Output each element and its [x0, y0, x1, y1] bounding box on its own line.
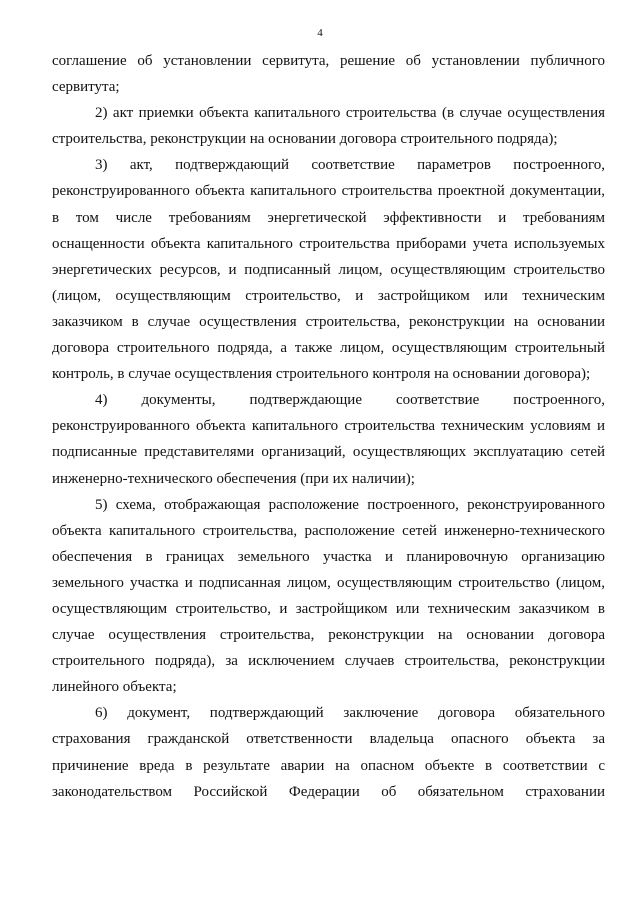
text-line: договора строительного подряда, а также лицом, осуществляющим строительный	[52, 340, 605, 357]
text-line: строительства, реконструкции на основании договора строительного подряда);	[52, 131, 558, 148]
text-line: земельного участка и подписанная лицом, осуществляющим строительство (лицом,	[52, 574, 605, 591]
text-line: 5) схема, отображающая расположение построенного, реконструированного	[95, 496, 605, 513]
text-line: 4) документы, подтверждающие соответствие построенного,	[95, 392, 605, 409]
text-line: соглашение об установлении сервитута, решение об установлении публичного	[52, 53, 605, 69]
text-line: 6) документ, подтверждающий заключение договора обязательного	[95, 705, 605, 722]
text-line: случае осуществления строительства, реконструкции на основании договора	[52, 627, 605, 644]
text-line: инженерно-технического обеспечения (при их наличии);	[52, 470, 415, 487]
text-line: причинение вреда в результате аварии на опасном объекте в соответствии с	[52, 757, 605, 774]
text-line: страхования гражданской ответственности владельца опасного объекта за	[52, 731, 605, 748]
text-line: сервитута;	[52, 79, 120, 96]
text-line: линейного объекта;	[52, 679, 177, 696]
text-line: энергетических ресурсов, и подписанный лицом, осуществляющим строительство	[52, 261, 605, 278]
document-body	[52, 48, 605, 805]
text-line: осуществляющим строительство, и застройщиком или техническим заказчиком в	[52, 600, 605, 617]
text-line: контроль, в случае осуществления строительного контроля на основании договора);	[52, 366, 591, 383]
text-line: 3) акт, подтверждающий соответствие параметров построенного,	[95, 157, 605, 174]
text-line: объекта капитального строительства, расположение сетей инженерно-технического	[52, 522, 605, 539]
text-line: 2) акт приемки объекта капитального строительства (в случае осуществления	[95, 105, 605, 122]
text-line: в том числе требованиям энергетической эффективности и требованиям	[52, 209, 605, 226]
text-line: строительного подряда), за исключением случаев строительства, реконструкции	[52, 653, 605, 670]
text-line: (лицом, осуществляющим строительство, и застройщиком или техническим	[52, 287, 605, 304]
text-line: реконструированного объекта капитального строительства проектной документации,	[52, 183, 605, 200]
page-number: 4	[317, 27, 323, 39]
text-line: оснащенности объекта капитального строительства приборами учета используемых	[52, 235, 605, 252]
text-line: заказчиком в случае осуществления строительства, реконструкции на основании	[52, 313, 605, 330]
text-line: подписанные представителями организаций, осуществляющих эксплуатацию сетей	[52, 444, 605, 461]
text-line: обеспечения в границах земельного участка и планировочную организацию	[52, 548, 605, 565]
text-line: законодательством Российской Федерации об обязательном страховании	[52, 783, 605, 800]
text-line: реконструированного объекта капитального строительства техническим условиям и	[52, 418, 605, 435]
